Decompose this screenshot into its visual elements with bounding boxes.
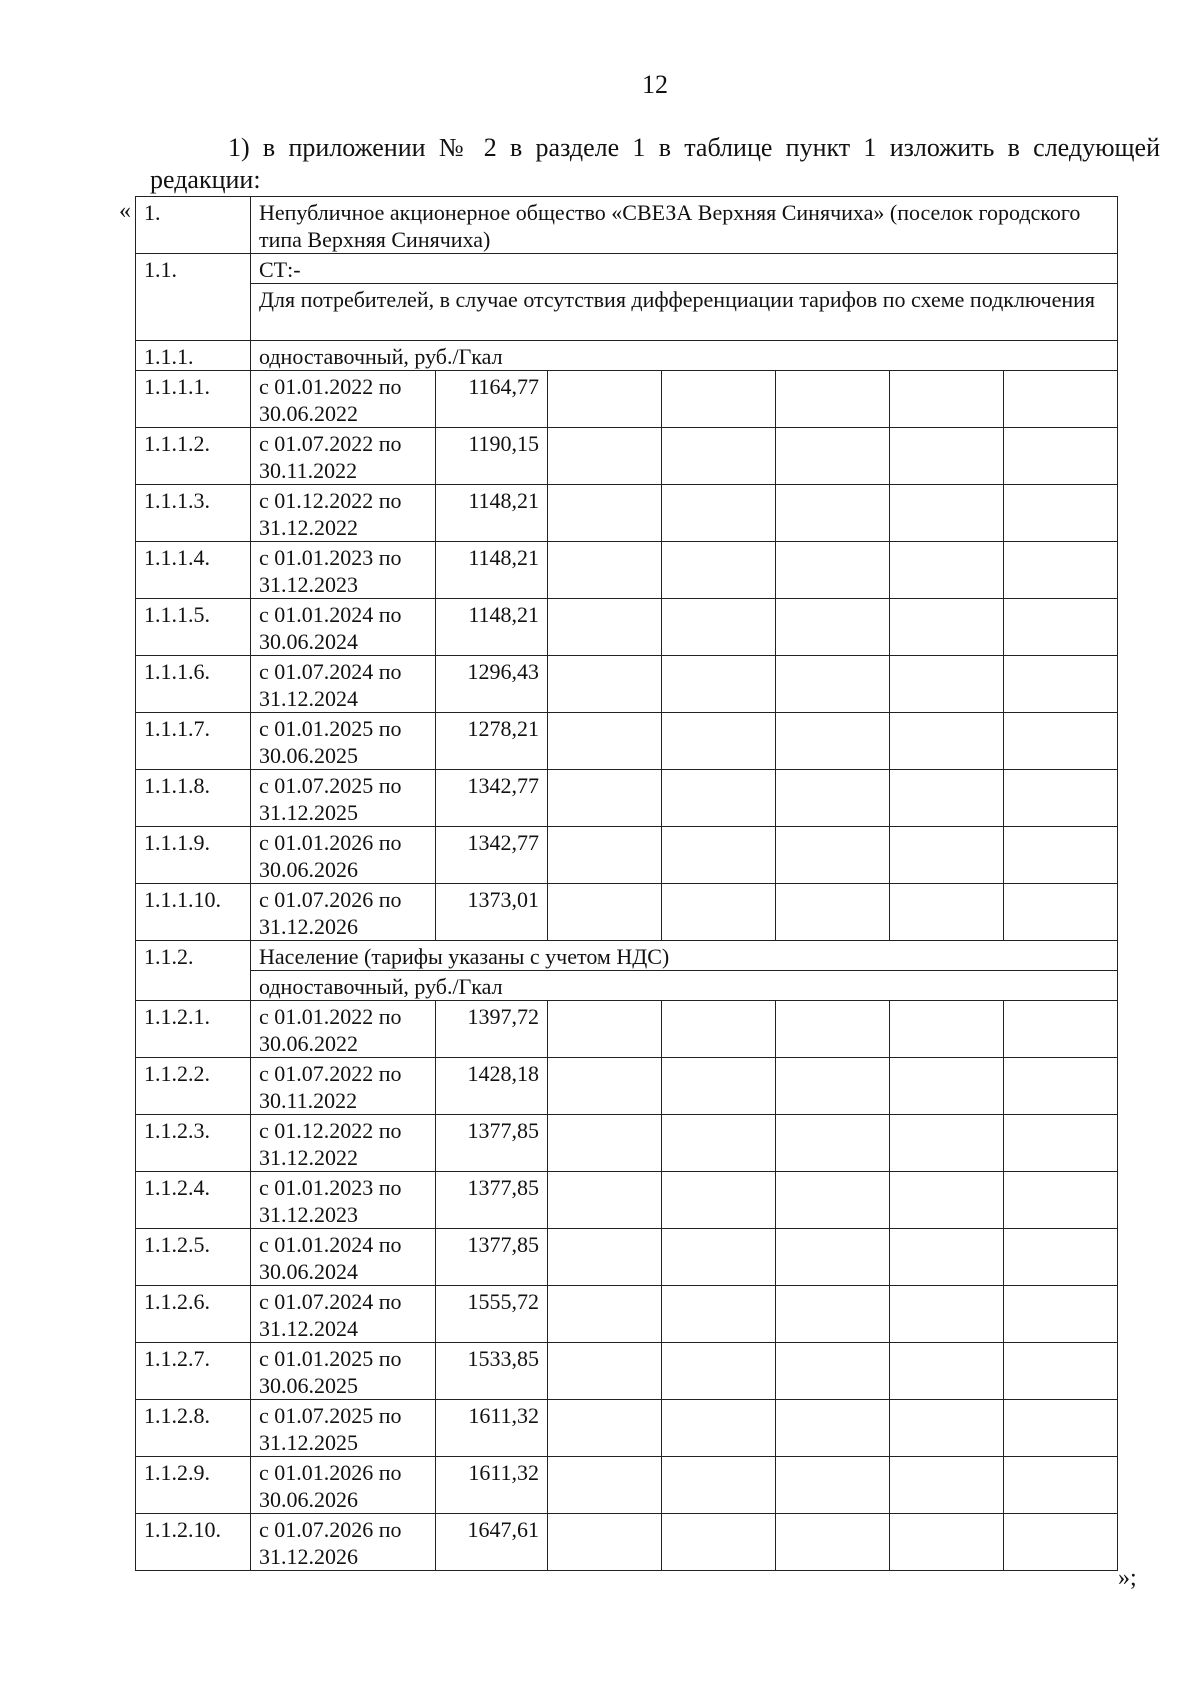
row-value: 1555,72 [436, 1286, 548, 1343]
row-period: с 01.07.2024 по 31.12.2024 [251, 656, 436, 713]
empty-cell [662, 1001, 776, 1058]
tariff-row [136, 1058, 1118, 1115]
empty-cell [662, 1229, 776, 1286]
empty-cell [548, 1457, 662, 1514]
group2-header-row [136, 941, 1118, 971]
empty-cell [662, 1343, 776, 1400]
row-value: 1377,85 [436, 1115, 548, 1172]
empty-cell [662, 1058, 776, 1115]
org-row [136, 197, 1118, 254]
empty-cell [662, 713, 776, 770]
empty-cell [662, 1514, 776, 1571]
empty-cell [776, 1058, 890, 1115]
empty-cell [1004, 1457, 1118, 1514]
empty-cell [890, 1058, 1004, 1115]
empty-cell [776, 656, 890, 713]
row-number: 1.1.2.1. [136, 1001, 251, 1058]
row-value: 1278,21 [436, 713, 548, 770]
empty-cell [662, 428, 776, 485]
empty-cell [1004, 542, 1118, 599]
tariff-row [136, 656, 1118, 713]
row-number: 1.1.1.1. [136, 371, 251, 428]
row-value: 1164,77 [436, 371, 548, 428]
page-number: 12 [642, 70, 668, 99]
empty-cell [548, 1172, 662, 1229]
empty-cell [548, 1514, 662, 1571]
tariff-row [136, 371, 1118, 428]
tariff-row [136, 713, 1118, 770]
row-value: 1296,43 [436, 656, 548, 713]
empty-cell [548, 884, 662, 941]
org-number: 1. [136, 197, 251, 254]
tariff-row [136, 1400, 1118, 1457]
row-number: 1.1.2.8. [136, 1400, 251, 1457]
row-number: 1.1.2.10. [136, 1514, 251, 1571]
empty-cell [548, 770, 662, 827]
empty-cell [548, 1400, 662, 1457]
row-number: 1.1.1.5. [136, 599, 251, 656]
empty-cell [548, 599, 662, 656]
empty-cell [776, 599, 890, 656]
empty-cell [776, 371, 890, 428]
closing-quote: »; [1118, 1565, 1137, 1591]
empty-cell [776, 1229, 890, 1286]
row-period: с 01.07.2025 по 31.12.2025 [251, 770, 436, 827]
row-number: 1.1.1.4. [136, 542, 251, 599]
tariff-row [136, 485, 1118, 542]
tariff-row [136, 827, 1118, 884]
row-value: 1373,01 [436, 884, 548, 941]
tariff-row [136, 1343, 1118, 1400]
empty-cell [548, 656, 662, 713]
tariff-row [136, 1001, 1118, 1058]
empty-cell [890, 485, 1004, 542]
row-period: с 01.01.2022 по 30.06.2022 [251, 1001, 436, 1058]
row-value: 1342,77 [436, 827, 548, 884]
row-number: 1.1.1.10. [136, 884, 251, 941]
tariff-row [136, 599, 1118, 656]
empty-cell [776, 827, 890, 884]
row-value: 1148,21 [436, 485, 548, 542]
empty-cell [662, 884, 776, 941]
empty-cell [548, 1001, 662, 1058]
empty-cell [890, 1514, 1004, 1571]
group2-title: Население (тарифы указаны с учетом НДС) [251, 941, 1118, 971]
empty-cell [890, 713, 1004, 770]
row-value: 1611,32 [436, 1457, 548, 1514]
empty-cell [890, 656, 1004, 713]
empty-cell [548, 713, 662, 770]
empty-cell [890, 770, 1004, 827]
row-number: 1.1.1.6. [136, 656, 251, 713]
empty-cell [890, 428, 1004, 485]
empty-cell [1004, 1115, 1118, 1172]
empty-cell [1004, 485, 1118, 542]
row-value: 1148,21 [436, 542, 548, 599]
row-period: с 01.07.2026 по 31.12.2026 [251, 884, 436, 941]
tariff-row [136, 1172, 1118, 1229]
row-number: 1.1.2.3. [136, 1115, 251, 1172]
empty-cell [890, 1172, 1004, 1229]
row-number: 1.1.2.5. [136, 1229, 251, 1286]
tariff-row [136, 770, 1118, 827]
row-period: с 01.01.2025 по 30.06.2025 [251, 713, 436, 770]
row-number: 1.1.1.3. [136, 485, 251, 542]
row-period: с 01.12.2022 по 31.12.2022 [251, 1115, 436, 1172]
tariff-row [136, 1514, 1118, 1571]
empty-cell [776, 770, 890, 827]
row-number: 1.1.1.7. [136, 713, 251, 770]
tariff-row [136, 884, 1118, 941]
empty-cell [548, 371, 662, 428]
empty-cell [548, 485, 662, 542]
group1-number: 1.1.1. [136, 341, 251, 371]
group1-label: одноставочный, руб./Гкал [251, 341, 1118, 371]
row-number: 1.1.2.7. [136, 1343, 251, 1400]
row-value: 1342,77 [436, 770, 548, 827]
empty-cell [776, 1457, 890, 1514]
row-period: с 01.01.2026 по 30.06.2026 [251, 827, 436, 884]
row-period: с 01.01.2023 по 31.12.2023 [251, 1172, 436, 1229]
row-number: 1.1.2.4. [136, 1172, 251, 1229]
empty-cell [1004, 884, 1118, 941]
tariff-row [136, 428, 1118, 485]
empty-cell [662, 485, 776, 542]
row-value: 1377,85 [436, 1172, 548, 1229]
tariff-row [136, 1115, 1118, 1172]
empty-cell [890, 884, 1004, 941]
empty-cell [1004, 713, 1118, 770]
empty-cell [548, 1229, 662, 1286]
empty-cell [776, 1514, 890, 1571]
org-name: Непубличное акционерное общество «СВЕЗА Верхняя Синячиха» (поселок городского типа Верхняя Синячиха) [251, 197, 1118, 254]
row-period: с 01.01.2025 по 30.06.2025 [251, 1343, 436, 1400]
section-description: Для потребителей, в случае отсутствия дифференциации тарифов по схеме подключения [251, 284, 1118, 341]
empty-cell [662, 1286, 776, 1343]
empty-cell [1004, 599, 1118, 656]
row-number: 1.1.1.9. [136, 827, 251, 884]
empty-cell [890, 1001, 1004, 1058]
group2-label-row [136, 971, 1118, 1001]
empty-cell [776, 542, 890, 599]
empty-cell [890, 1457, 1004, 1514]
row-number: 1.1.2.6. [136, 1286, 251, 1343]
row-value: 1190,15 [436, 428, 548, 485]
row-value: 1377,85 [436, 1229, 548, 1286]
row-period: с 01.07.2024 по 31.12.2024 [251, 1286, 436, 1343]
section-number: 1.1. [136, 254, 251, 341]
row-period: с 01.07.2022 по 30.11.2022 [251, 1058, 436, 1115]
empty-cell [1004, 428, 1118, 485]
empty-cell [662, 1400, 776, 1457]
group2-label: одноставочный, руб./Гкал [251, 971, 1118, 1001]
empty-cell [890, 1343, 1004, 1400]
empty-cell [1004, 1058, 1118, 1115]
empty-cell [548, 428, 662, 485]
empty-cell [1004, 1229, 1118, 1286]
empty-cell [548, 827, 662, 884]
empty-cell [1004, 1001, 1118, 1058]
empty-cell [1004, 827, 1118, 884]
row-number: 1.1.1.8. [136, 770, 251, 827]
empty-cell [890, 1229, 1004, 1286]
empty-cell [890, 1400, 1004, 1457]
tariff-row [136, 1286, 1118, 1343]
group2-number: 1.1.2. [136, 941, 251, 1001]
empty-cell [662, 1115, 776, 1172]
empty-cell [662, 770, 776, 827]
empty-cell [776, 1172, 890, 1229]
empty-cell [776, 485, 890, 542]
section-system: СТ:- [251, 254, 1118, 284]
intro-paragraph: 1) в приложении № 2 в разделе 1 в таблице пункт 1 изложить в следующей редакции: [150, 133, 1160, 194]
empty-cell [776, 884, 890, 941]
row-period: с 01.07.2022 по 30.11.2022 [251, 428, 436, 485]
empty-cell [662, 542, 776, 599]
empty-cell [776, 1400, 890, 1457]
row-period: с 01.01.2023 по 31.12.2023 [251, 542, 436, 599]
group1-header-row [136, 341, 1118, 371]
row-period: с 01.07.2026 по 31.12.2026 [251, 1514, 436, 1571]
row-period: с 01.01.2026 по 30.06.2026 [251, 1457, 436, 1514]
row-period: с 01.12.2022 по 31.12.2022 [251, 485, 436, 542]
section-row [136, 254, 1118, 284]
empty-cell [548, 1343, 662, 1400]
row-period: с 01.01.2024 по 30.06.2024 [251, 599, 436, 656]
empty-cell [890, 599, 1004, 656]
empty-cell [662, 1457, 776, 1514]
empty-cell [890, 542, 1004, 599]
empty-cell [776, 1343, 890, 1400]
empty-cell [662, 827, 776, 884]
empty-cell [548, 542, 662, 599]
empty-cell [662, 1172, 776, 1229]
empty-cell [548, 1115, 662, 1172]
row-value: 1397,72 [436, 1001, 548, 1058]
row-period: с 01.07.2025 по 31.12.2025 [251, 1400, 436, 1457]
empty-cell [1004, 770, 1118, 827]
empty-cell [776, 1286, 890, 1343]
empty-cell [1004, 1343, 1118, 1400]
tariff-table [135, 196, 1118, 1571]
empty-cell [662, 599, 776, 656]
tariff-row [136, 1457, 1118, 1514]
row-number: 1.1.2.9. [136, 1457, 251, 1514]
empty-cell [1004, 1400, 1118, 1457]
empty-cell [1004, 1514, 1118, 1571]
row-number: 1.1.1.2. [136, 428, 251, 485]
row-value: 1148,21 [436, 599, 548, 656]
tariff-row [136, 542, 1118, 599]
empty-cell [662, 656, 776, 713]
empty-cell [1004, 371, 1118, 428]
row-number: 1.1.2.2. [136, 1058, 251, 1115]
row-value: 1533,85 [436, 1343, 548, 1400]
empty-cell [548, 1286, 662, 1343]
row-value: 1611,32 [436, 1400, 548, 1457]
empty-cell [776, 1115, 890, 1172]
empty-cell [1004, 656, 1118, 713]
empty-cell [890, 827, 1004, 884]
empty-cell [776, 713, 890, 770]
empty-cell [890, 1115, 1004, 1172]
row-period: с 01.01.2024 по 30.06.2024 [251, 1229, 436, 1286]
empty-cell [776, 1001, 890, 1058]
section-desc-row [136, 284, 1118, 341]
empty-cell [1004, 1172, 1118, 1229]
tariff-row [136, 1229, 1118, 1286]
row-value: 1428,18 [436, 1058, 548, 1115]
empty-cell [548, 1058, 662, 1115]
opening-quote: « [119, 198, 131, 224]
empty-cell [1004, 1286, 1118, 1343]
empty-cell [662, 371, 776, 428]
empty-cell [776, 428, 890, 485]
empty-cell [890, 371, 1004, 428]
empty-cell [890, 1286, 1004, 1343]
row-period: с 01.01.2022 по 30.06.2022 [251, 371, 436, 428]
row-value: 1647,61 [436, 1514, 548, 1571]
